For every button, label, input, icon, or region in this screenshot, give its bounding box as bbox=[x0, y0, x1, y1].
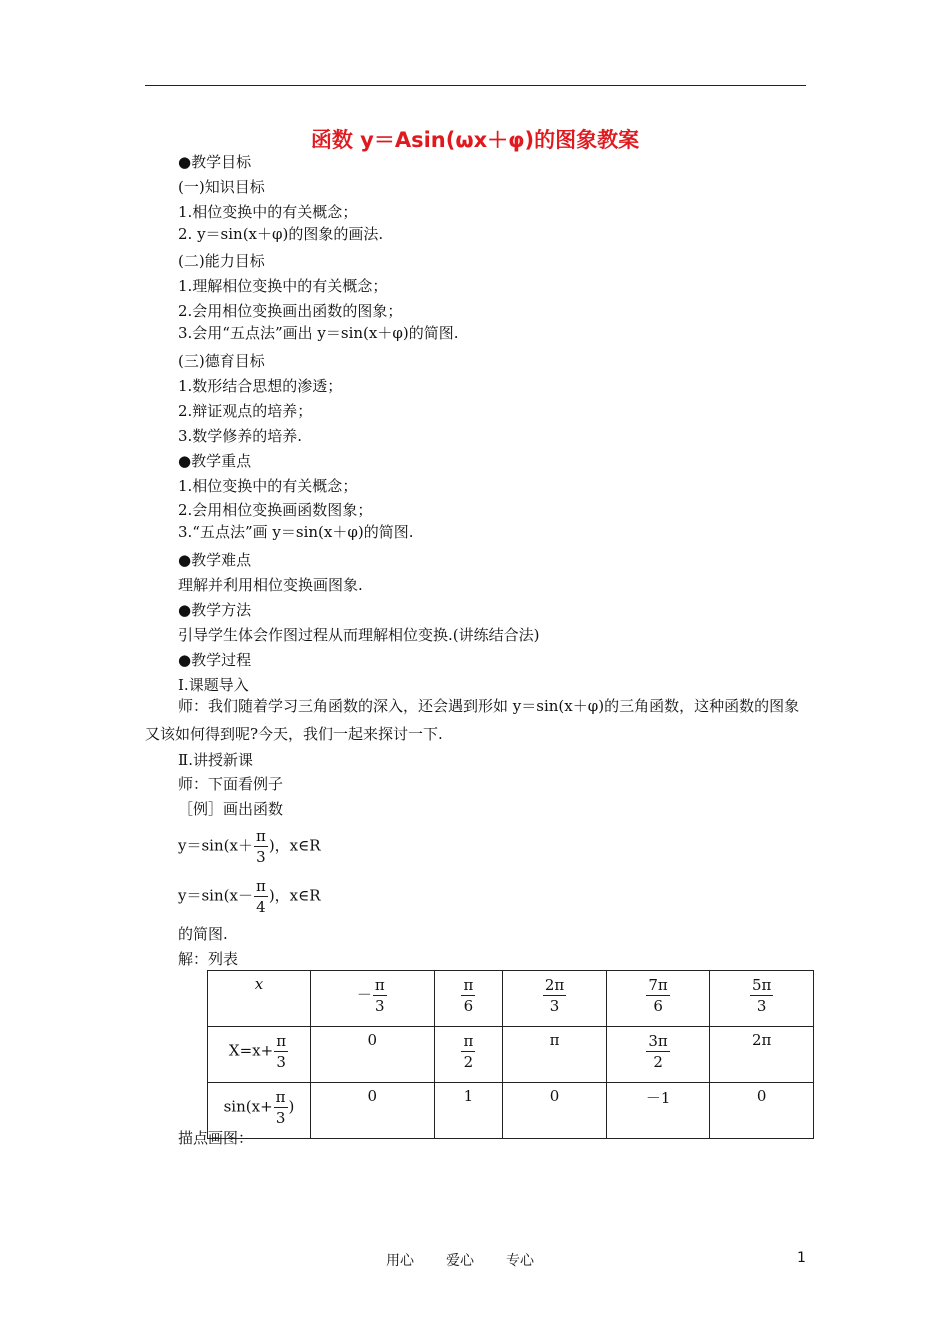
equation-1-lhs: y＝sin(x＋ bbox=[178, 836, 253, 855]
table-row-label: X=x+ $\frac{\pi}{3}$ bbox=[208, 1027, 311, 1083]
equation-1 bbox=[178, 826, 321, 867]
table-cell: $\frac{2\pi}{3}$ bbox=[503, 971, 607, 1027]
equation-2-lhs: y＝sin(x－ bbox=[178, 886, 253, 905]
equation-2 bbox=[178, 876, 321, 917]
section-heading: ●教学难点 bbox=[178, 551, 252, 569]
page-number: 1 bbox=[797, 1250, 806, 1266]
list-item: 1.理解相位变换中的有关概念； bbox=[178, 277, 388, 295]
paragraph: 师：我们随着学习三角函数的深入，还会遇到形如 y＝sin(x＋φ)的三角函数，这种函数的图象又该如何得到呢?今天，我们一起来探讨一下. bbox=[145, 697, 800, 743]
equation-1-rhs: )，x∈R bbox=[268, 836, 321, 855]
fraction-denominator: 3 bbox=[256, 848, 266, 866]
table-row bbox=[208, 971, 814, 1027]
table-cell: π bbox=[503, 1027, 607, 1083]
footer-text: 爱心 bbox=[446, 1253, 474, 1269]
list-item: 1.相位变换中的有关概念； bbox=[178, 477, 358, 495]
table-cell: 2π bbox=[710, 1027, 814, 1083]
table-cell: 0 bbox=[311, 1027, 435, 1083]
paragraph: ［例］画出函数 bbox=[178, 800, 284, 818]
table-cell: 0 bbox=[710, 1083, 814, 1139]
table-row-label: x bbox=[208, 971, 311, 1027]
table-cell: $\frac{3\pi}{2}$ bbox=[606, 1027, 710, 1083]
paragraph: 师：下面看例子 bbox=[178, 775, 284, 793]
section-heading: ●教学重点 bbox=[178, 452, 252, 470]
list-item: 2.辩证观点的培养； bbox=[178, 402, 313, 420]
table-cell: 0 bbox=[311, 1083, 435, 1139]
paragraph: 描点画图： bbox=[178, 1129, 254, 1147]
subheading: Ⅱ.讲授新课 bbox=[178, 751, 253, 769]
header-rule bbox=[145, 85, 806, 86]
table-row bbox=[208, 1083, 814, 1139]
list-item: 2.会用相位变换画函数图象； bbox=[178, 501, 373, 519]
equation-2-rhs: )，x∈R bbox=[268, 886, 321, 905]
table-cell: $\frac{\pi}{6}$ bbox=[434, 971, 503, 1027]
section-heading: ●教学方法 bbox=[178, 601, 252, 619]
subheading: (二)能力目标 bbox=[178, 252, 265, 270]
table-cell: $\frac{5\pi}{3}$ bbox=[710, 971, 814, 1027]
table-cell: $\frac{7\pi}{6}$ bbox=[606, 971, 710, 1027]
paragraph: 解：列表 bbox=[178, 950, 239, 968]
table-cell: － $\frac{\pi}{3}$ bbox=[311, 971, 435, 1027]
section-heading: ●教学目标 bbox=[178, 153, 252, 171]
value-table bbox=[207, 970, 814, 1139]
list-item: 1.相位变换中的有关概念； bbox=[178, 203, 358, 221]
subheading: (一)知识目标 bbox=[178, 178, 265, 196]
section-heading: ●教学过程 bbox=[178, 651, 252, 669]
list-item: 3.“五点法”画 y＝sin(x＋φ)的简图. bbox=[178, 523, 414, 541]
list-item: 2.会用相位变换画出函数的图象； bbox=[178, 302, 403, 320]
table-cell: 1 bbox=[434, 1083, 503, 1139]
fraction-denominator: 4 bbox=[256, 898, 266, 916]
paragraph: 理解并利用相位变换画图象. bbox=[178, 576, 363, 594]
page-title: 函数 y＝Asin(ωx＋φ)的图象教案 bbox=[310, 128, 640, 152]
table-cell: $\frac{\pi}{2}$ bbox=[434, 1027, 503, 1083]
table-cell: －1 bbox=[606, 1083, 710, 1139]
table-row bbox=[208, 1027, 814, 1083]
list-item: 1.数形结合思想的渗透； bbox=[178, 377, 343, 395]
list-item: 3.数学修养的培养. bbox=[178, 427, 303, 445]
fraction-numerator: π bbox=[255, 877, 266, 895]
subheading: (三)德育目标 bbox=[178, 352, 265, 370]
paragraph: 的简图. bbox=[178, 925, 228, 943]
table-cell: 0 bbox=[503, 1083, 607, 1139]
table-row-label: sin(x+ $\frac{\pi}{3}$ ) bbox=[208, 1083, 311, 1139]
paragraph: 引导学生体会作图过程从而理解相位变换.(讲练结合法) bbox=[178, 626, 540, 644]
list-item: 3.会用“五点法”画出 y＝sin(x＋φ)的简图. bbox=[178, 324, 459, 342]
fraction bbox=[254, 826, 268, 867]
fraction bbox=[254, 876, 268, 917]
footer-text: 用心 bbox=[386, 1253, 414, 1269]
list-item: 2. y＝sin(x＋φ)的图象的画法. bbox=[178, 225, 384, 243]
subheading: Ⅰ.课题导入 bbox=[178, 676, 249, 694]
fraction-numerator: π bbox=[255, 827, 266, 845]
footer-text: 专心 bbox=[506, 1253, 534, 1269]
